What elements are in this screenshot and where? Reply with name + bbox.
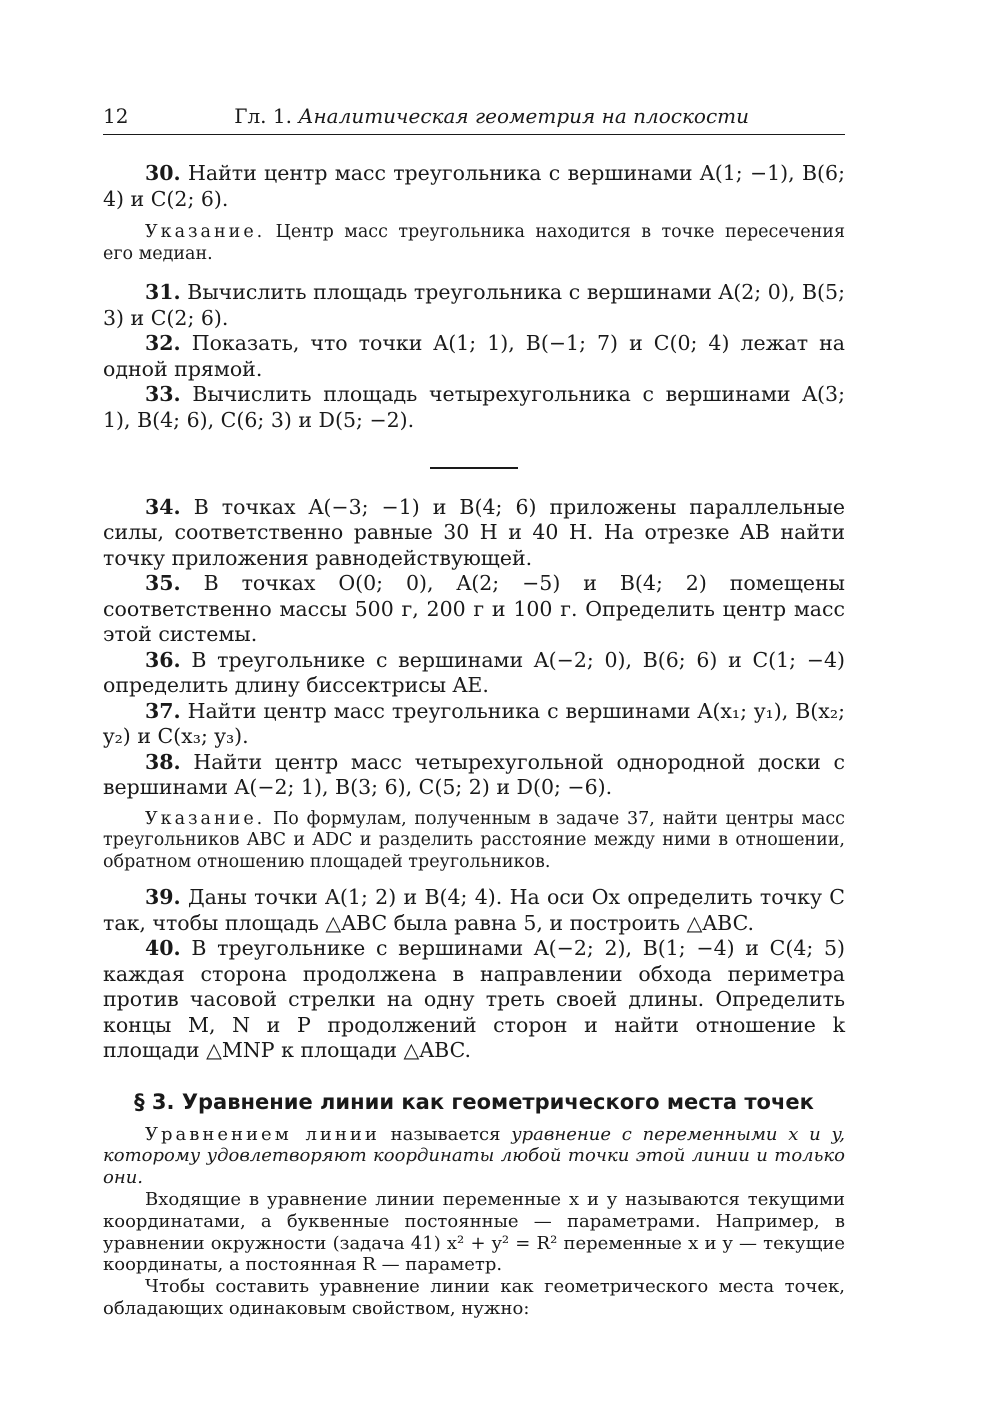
- problem-40: 40. В треугольнике с вершинами A(−2; 2), B(1; −4) и C(4; 5) каждая сторона продолжена в направлении обхода периметра против часовой стрелки на одну треть своей длины. Определить концы M, N и P продолжений сторон и найти отношение k площади △MNP к площади △ABC.: [103, 936, 845, 1063]
- hint-30: Указание. Центр масс треугольника находится в точке пересечения его медиан.: [103, 222, 845, 264]
- chapter-name: Аналитическая геометрия на плоскости: [298, 104, 749, 128]
- problem-36: 36. В треугольнике с вершинами A(−2; 0), B(6; 6) и C(1; −4) определить длину биссектрисы AE.: [103, 647, 845, 698]
- problem-37: 37. Найти центр масс треугольника с вершинами A(x₁; y₁), B(x₂; y₂) и C(x₃; y₃).: [103, 698, 845, 749]
- section-title: § 3. Уравнение линии как геометрического места точек: [134, 1089, 814, 1114]
- problem-38: 38. Найти центр масс четырехугольной однородной доски с вершинами A(−2; 1), B(3; 6), C(5; 2) и D(0; −6).: [103, 749, 845, 800]
- section-para-1: Уравнением линии называется уравнение с переменными x и y, которому удовлетворяют координаты любой точки этой линии и только они.: [103, 1123, 845, 1189]
- problem-35: 35. В точках O(0; 0), A(2; −5) и B(4; 2) помещены соответственно массы 500 г, 200 г и 100 г. Определить центр масс этой системы.: [103, 571, 845, 647]
- hint-38: Указание. По формулам, полученным в задаче 37, найти центры масс треугольников ABC и ADC и разделить расстояние между ними в отношении, обратном отношению площадей треугольников.: [103, 808, 845, 872]
- chapter-label: Гл. 1.: [234, 104, 292, 128]
- page-number: 12: [103, 104, 129, 128]
- section-para-2: Входящие в уравнение линии переменные x и y называются текущими координатами, а буквенные постоянные — параметрами. Например, в уравнении окружности (задача 41) x² + y² = R² переменные x и y — текущие координаты, а постоянная R — параметр.: [103, 1188, 845, 1276]
- page: [103, 104, 845, 1320]
- chapter-title: [143, 104, 845, 128]
- problem-34: 34. В точках A(−3; −1) и B(4; 6) приложены параллельные силы, соответственно равные 30 Н и 40 Н. На отрезке AB найти точку приложения равнодействующей.: [103, 494, 845, 570]
- section-para-3: Чтобы составить уравнение линии как геометрического места точек, обладающих одинаковым свойством, нужно:: [103, 1276, 845, 1319]
- running-header: [103, 104, 845, 135]
- problem-39: 39. Даны точки A(1; 2) и B(4; 4). На оси Ox определить точку C так, чтобы площадь △ABC была равна 5, и построить △ABC.: [103, 885, 845, 935]
- problem-33: 33. Вычислить площадь четырехугольника с вершинами A(3; 1), B(4; 6), C(6; 3) и D(5; −2).: [103, 382, 845, 432]
- problem-32: 32. Показать, что точки A(1; 1), B(−1; 7) и C(0; 4) лежат на одной прямой.: [103, 331, 845, 381]
- problem-30: 30. Найти центр масс треугольника с вершинами A(1; −1), B(6; 4) и C(2; 6).: [103, 161, 845, 211]
- problem-31: 31. Вычислить площадь треугольника с вершинами A(2; 0), B(5; 3) и C(2; 6).: [103, 280, 845, 330]
